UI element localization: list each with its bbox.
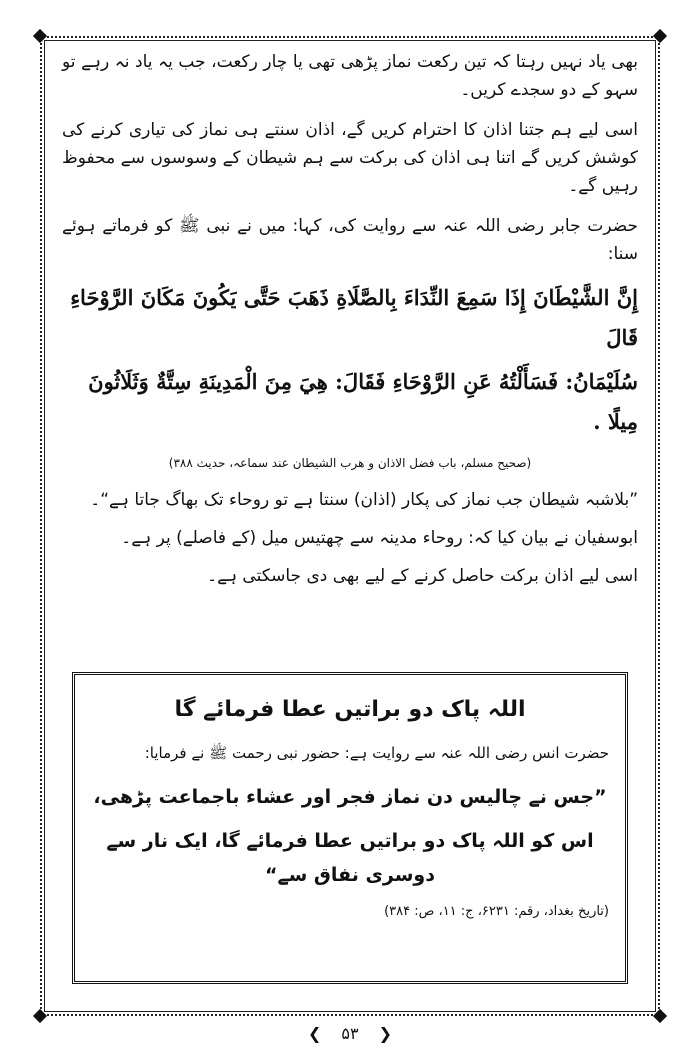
hadith-box: [72, 672, 628, 984]
page-number: [0, 1024, 700, 1043]
box-quote-line-1: ”جس نے چالیس دن نماز فجر اور عشاء باجماعت پڑھی،: [93, 786, 607, 808]
paragraph-3: حضرت جابر رضی اللہ عنہ سے روایت کی، کہا: میں نے نبی ﷺ کو فرماتے ہوئے سنا:: [62, 216, 638, 264]
translation-line: ”بلاشبہ شیطان جب نماز کی پکار (اذان) سنتا ہے تو روحاء تک بھاگ جاتا ہے“۔: [90, 490, 638, 510]
paragraph-2: اسی لیے ہم جتنا اذان کا احترام کریں گے، اذان سنتے ہی نماز کی تیاری کرنے کی کوشش کریں گے اتنا ہی اذان کی برکت سے ہم شیطان کے وسوسوں سے محفوظ رہیں گے۔: [62, 120, 638, 196]
box-intro: حضرت انس رضی اللہ عنہ سے روایت ہے: حضور نبی رحمت ﷺ نے فرمایا:: [144, 744, 609, 762]
box-title: اللہ پاک دو براتیں عطا فرمائے گا: [174, 697, 526, 722]
page-number-value: ۵۳: [341, 1024, 359, 1043]
page-number-right-ornament: ❯: [378, 1024, 392, 1043]
abu-sufyan-line: ابوسفیان نے بیان کیا کہ: روحاء مدینہ سے چھتیس میل (کے فاصلے) پر ہے۔: [121, 528, 638, 548]
page-body: [62, 48, 638, 600]
arabic-hadith-line-1: إِنَّ الشَّيْطَانَ إِذَا سَمِعَ النِّدَاءَ بِالصَّلَاةِ ذَهَبَ حَتَّى يَكُونَ مَكَانَ الرَّوْحَاءِ قَالَ: [70, 285, 638, 350]
hadith-reference: (صحیح مسلم، باب فضل الاذان و ھرب الشیطان عند سماعہ، حدیث ۳۸۸): [168, 456, 532, 470]
arabic-hadith-line-2: سُلَيْمَانُ: فَسَأَلْتُهُ عَنِ الرَّوْحَاءِ فَقَالَ: هِيَ مِنَ الْمَدِينَةِ سِتَّةٌ وَثَلَاثُونَ مِيلًا .: [88, 369, 638, 434]
box-quote-line-2: اس کو اللہ پاک دو براتیں عطا فرمائے گا، ایک نار سے دوسری نفاق سے“: [106, 830, 594, 886]
conclusion-line: اسی لیے اذان برکت حاصل کرنے کے لیے بھی دی جاسکتی ہے۔: [207, 566, 638, 586]
page-number-left-ornament: ❮: [308, 1024, 322, 1043]
paragraph-1: بھی یاد نہیں رہتا کہ تین رکعت نماز پڑھی تھی یا چار رکعت، جب یہ یاد نہ رہے تو سہو کے دو سجدے کریں۔: [62, 52, 638, 100]
box-reference: (تاریخ بغداد، رقم: ۶۲۳۱، ج: ۱۱، ص: ۳۸۴): [384, 904, 609, 919]
